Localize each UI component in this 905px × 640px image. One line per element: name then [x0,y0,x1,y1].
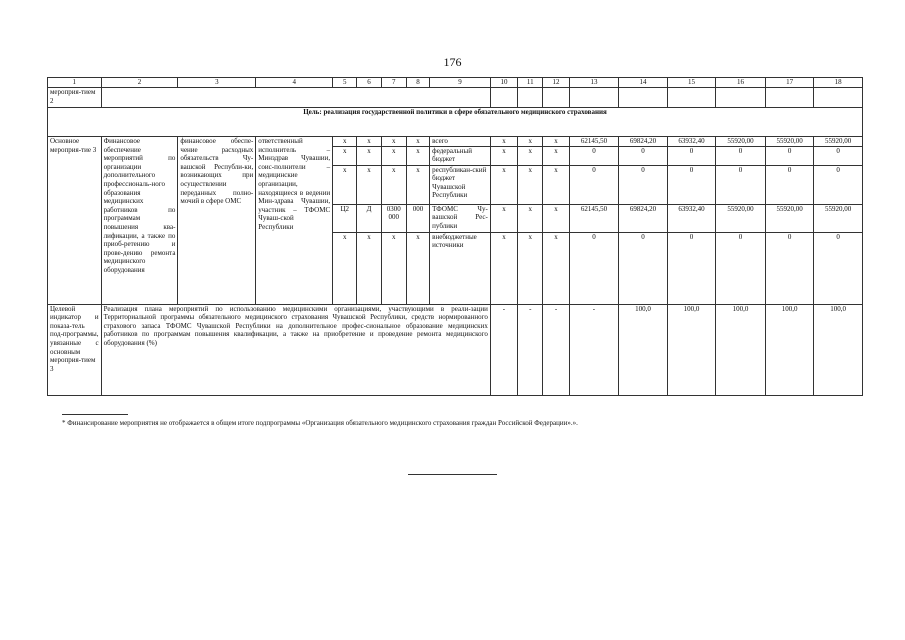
amount-cell: 0 [619,146,668,165]
code-cell: x [543,146,569,165]
code-cell: x [490,146,517,165]
amount-cell: 0 [716,146,766,165]
goal-heading: Цель: реализация государственной политики в сфере обязательного медицинского страхования [48,108,863,137]
col-header: 6 [357,78,381,88]
code-cell: 0300 000 [381,204,406,232]
code-cell: x [543,204,569,232]
top-continuation-row [48,88,863,108]
code-cell: x [406,146,429,165]
code-cell: x [490,232,517,304]
code-cell: x [333,137,357,147]
amount-cell: 0 [569,232,619,304]
amount-cell: 0 [667,165,716,204]
code-cell: x [518,137,543,147]
amount-cell: 55920,00 [814,137,863,147]
amount-cell: 0 [667,146,716,165]
col-header: 7 [381,78,406,88]
col-header: 14 [619,78,668,88]
funding-source: федеральный бюджет [430,146,491,165]
indicator-row [48,304,863,395]
col-header: 12 [543,78,569,88]
amount-cell: 62145,50 [569,137,619,147]
amount-cell: 0 [814,165,863,204]
dash-cell: - [518,304,543,395]
col-header: 11 [518,78,543,88]
col-header: 10 [490,78,517,88]
code-cell: x [333,146,357,165]
code-cell: x [381,165,406,204]
amount-cell: 62145,50 [569,204,619,232]
amount-cell: 0 [814,146,863,165]
footnote-separator [62,414,128,415]
indicator-value: 100,0 [619,304,668,395]
code-cell: x [406,232,429,304]
code-cell: x [357,232,381,304]
code-cell: x [381,146,406,165]
code-cell: x [381,232,406,304]
col-header: 16 [716,78,766,88]
dash-cell: - [543,304,569,395]
code-cell: x [333,165,357,204]
event3-title: Финансовое обеспечение мероприятий по организации дополнительного профессиональ-ного образования медицинских работников по программам повышения ква-лификации, а также по приоб-ретению и прове-дению ремонта медицинского оборудования [101,137,178,305]
code-cell: x [406,165,429,204]
col-header: 2 [101,78,178,88]
page-number: 176 [443,55,462,69]
indicator-value: 100,0 [667,304,716,395]
col-header: 4 [256,78,333,88]
code-cell: x [543,137,569,147]
amount-cell: 55920,00 [765,137,814,147]
code-cell: Д [357,204,381,232]
code-cell: x [406,137,429,147]
indicator-name: Целевой индикатор и показа-тель под-программы, увязанные с основным мероприя-тием 3 [48,304,102,395]
funding-source: ТФОМС Чу-вашской Рес-публики [430,204,491,232]
event3-description: финансовое обеспе-чение расходных обязательств Чу-вашской Республи-ки, возникающих при осуществлении переданных полно-мочий в сфере ОМС [178,137,256,305]
goal-row [48,108,863,137]
col-header: 5 [333,78,357,88]
amount-cell: 0 [569,165,619,204]
code-cell: x [357,137,381,147]
funding-source: республикан-ский бюджет Чувашской Республики [430,165,491,204]
amount-cell: 0 [716,232,766,304]
code-cell: Ц2 [333,204,357,232]
dash-cell: - [490,304,517,395]
event3-row-total [48,137,863,147]
indicator-value: 100,0 [765,304,814,395]
amount-cell: 63932,40 [667,137,716,147]
amount-cell: 0 [765,165,814,204]
code-cell: x [357,165,381,204]
header-row [48,78,863,88]
amount-cell: 55920,00 [814,204,863,232]
indicator-value: 100,0 [716,304,766,395]
event3-name: Основное мероприя-тие 3 [48,137,102,305]
indicator-text: Реализация плана мероприятий по использованию медицинскими организациями, участвующими в реали-зации Территориальной программы обязательного медицинского страхования Чувашской Республики, средств нормированного страхового запаса ТФОМС Чувашской Республики на дополнительное профес-сиональное образование медицинских работников по программам повышения квалификации, а также на приобретение и проведение ремонта медицинского оборудования (%) [101,304,490,395]
amount-cell: 0 [569,146,619,165]
code-cell: x [518,146,543,165]
amount-cell: 55920,00 [765,204,814,232]
col-header: 3 [178,78,256,88]
code-cell: x [490,204,517,232]
col-header: 9 [430,78,491,88]
code-cell: x [381,137,406,147]
col-header: 15 [667,78,716,88]
code-cell: x [518,165,543,204]
empty-cell [101,88,490,108]
event3-executor: ответственный исполнитель – Минздрав Чувашии, соис-полнители – медицинские организации, находящиеся в ведении Мин-здрава Чувашии, участник – ТФОМС Чуваш-ской Республики [256,137,333,305]
code-cell: x [357,146,381,165]
dash-cell: - [569,304,619,395]
amount-cell: 63932,40 [667,204,716,232]
col-header: 18 [814,78,863,88]
code-cell: x [518,232,543,304]
code-cell: x [333,232,357,304]
amount-cell: 0 [765,146,814,165]
footnote: * Финансирование мероприятия не отображается в общем итоге подпрограммы «Организация обязательного медицинского страхования граждан Российской Федерации».». [62,419,578,427]
code-cell: x [490,137,517,147]
col-header: 8 [406,78,429,88]
program-table [47,77,863,396]
amount-cell: 0 [765,232,814,304]
amount-cell: 55920,00 [716,204,766,232]
col-header: 13 [569,78,619,88]
amount-cell: 0 [619,232,668,304]
amount-cell: 0 [716,165,766,204]
code-cell: x [518,204,543,232]
code-cell: x [543,165,569,204]
code-cell: 000 [406,204,429,232]
amount-cell: 69824,20 [619,204,668,232]
amount-cell: 0 [667,232,716,304]
funding-source: внебюджетные источники [430,232,491,304]
amount-cell: 69824,20 [619,137,668,147]
amount-cell: 0 [814,232,863,304]
end-separator [408,474,497,475]
event-2-label: мероприя-тием 2 [48,88,102,108]
col-header: 17 [765,78,814,88]
code-cell: x [543,232,569,304]
amount-cell: 0 [619,165,668,204]
code-cell: x [490,165,517,204]
col-header: 1 [48,78,102,88]
indicator-value: 100,0 [814,304,863,395]
funding-source: всего [430,137,491,147]
amount-cell: 55920,00 [716,137,766,147]
